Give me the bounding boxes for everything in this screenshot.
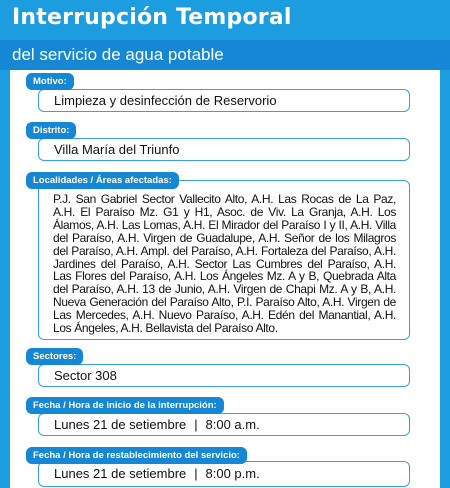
- inicio-time: 8:00 a.m.: [205, 417, 260, 432]
- localidades-box: [38, 180, 410, 340]
- inicio-date: Lunes 21 de setiembre: [54, 417, 187, 432]
- inicio-label: Fecha / Hora de inicio de la interrupción:: [26, 397, 224, 414]
- sectores-value: Sector 308: [54, 368, 117, 383]
- localidades-value: P.J. San Gabriel Sector Vallecito Alto, A.H. Las Rocas de La Paz, A.H. El Paraíso Mz. G1 y H1, Asoc. de Viv. La Granja, A.H. Los Álamos, A.H. Las Lomas, A.H. El Mirador del Paraíso I y II, A.H. Villa del Paraíso, A.H. Virgen de Guadalupe, A.H. Señor de los Milagros del Paraíso, A.H. Ampl. del Paraíso, A.H. Fortaleza del Paraíso, A.H. Jardines del Paraíso, A.H. Sector Las Cumbres del Paraíso, A.H. Las Flores del Paraíso, A.H. Los Ángeles Mz. A y B, Quebrada Alta del Paraíso, A.H. 13 de Junio, A.H. Virgen de Chapi Mz. A y B, A.H. Nueva Generación del Paraíso Alto, P.I. Paraíso Alto, A.H. Virgen de Las Mercedes, A.H. Nuevo Paraíso, A.H. Edén del Manantial, A.H. Los Ángeles, A.H. Bellavista del Paraíso Alto.: [53, 192, 396, 336]
- distrito-value: Villa María del Triunfo: [54, 142, 180, 157]
- sectores-label: Sectores:: [26, 348, 83, 365]
- localidades-label: Localidades / Áreas afectadas:: [26, 172, 179, 189]
- page-subtitle: del servicio de agua potable: [12, 45, 224, 64]
- restablecimiento-datetime: [54, 466, 260, 481]
- motivo-value: Limpieza y desinfección de Reservorio: [54, 93, 277, 108]
- distrito-label: Distrito:: [26, 122, 76, 139]
- right-border-stripe: [440, 70, 450, 488]
- inicio-datetime: [54, 417, 260, 432]
- restablecimiento-date: Lunes 21 de setiembre: [54, 466, 187, 481]
- sectores-box: [38, 364, 410, 387]
- motivo-box: [38, 89, 410, 112]
- distrito-box: [38, 138, 410, 161]
- left-border-stripe: [0, 70, 10, 488]
- inicio-separator: |: [194, 417, 198, 432]
- restablecimiento-label: Fecha / Hora de restablecimiento del servicio:: [26, 447, 247, 464]
- header-banner: [0, 0, 450, 72]
- motivo-label: Motivo:: [26, 73, 74, 90]
- inicio-box: [38, 413, 410, 436]
- restablecimiento-box: [38, 461, 410, 487]
- subtitle-bar: [0, 40, 450, 70]
- page-title: Interrupción Temporal: [12, 5, 292, 30]
- restablecimiento-separator: |: [194, 466, 198, 481]
- restablecimiento-time: 8:00 p.m.: [205, 466, 260, 481]
